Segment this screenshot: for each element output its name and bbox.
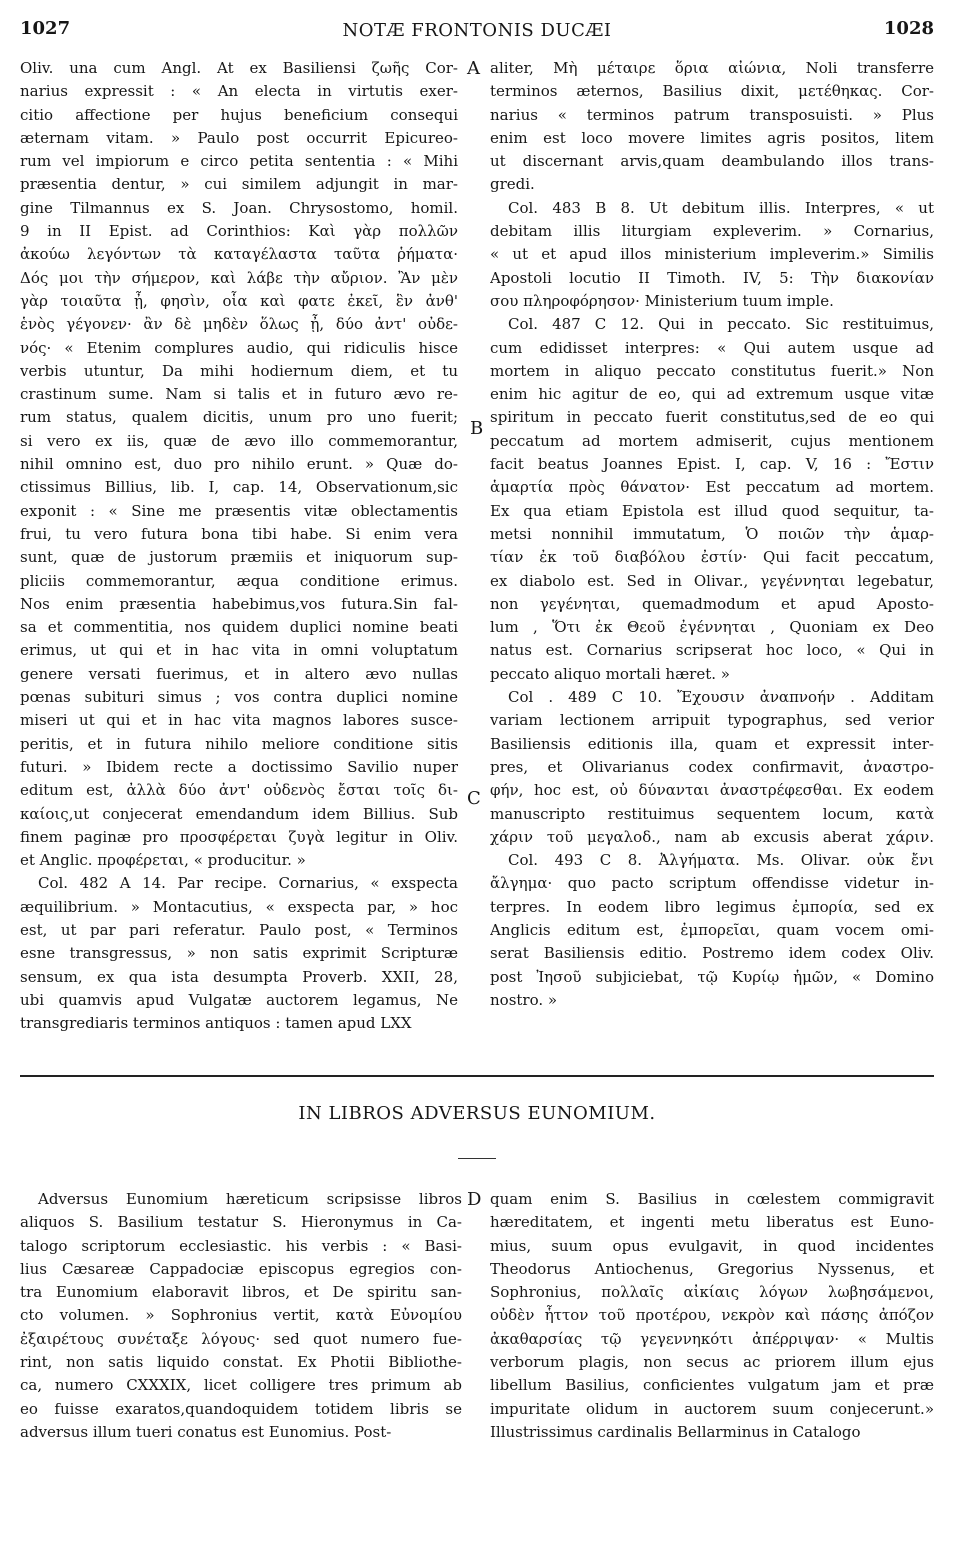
text-line: spiritum in peccato fuerit constitutus,sed de eo qui <box>490 408 934 427</box>
left-page-number: 1027 <box>20 18 71 39</box>
text-line: adversus illum tueri conatus est Eunomius. Post- <box>20 1422 392 1441</box>
text-line: narius expressit : « An electa in virtutis exer- <box>20 82 458 101</box>
text-line: miseri ut qui et in hac vita magnos labores susce- <box>20 711 458 730</box>
text-line: æternam vitam. » Paulo post occurrit Epicureo- <box>20 128 458 147</box>
text-line: Theodorus Antiochenus, Gregorius Nyssenus, et <box>490 1259 934 1278</box>
text-line: Col. 493 C 8. Ἀλγήματα. Ms. Olivar. οὐκ ἔνι <box>508 851 934 870</box>
text-line: Basiliensis editionis illa, quam et expressit inter- <box>490 734 934 753</box>
text-line: cum edidisset interpres: « Qui autem usque ad <box>490 338 934 357</box>
text-line: futuri. » Ibidem recte a doctissimo Savilio nuper <box>20 757 458 776</box>
text-line: finem paginæ pro προσφέρεται ζυγὰ legitur in Oliv. <box>20 827 458 846</box>
text-line: transgrediaris terminos antiquos : tamen apud LXX <box>20 1014 412 1033</box>
text-line: Anglicis editum est, ἐμπορεῖαι, quam vocem omi- <box>490 920 934 939</box>
text-line: editum est, ἀλλὰ δύο ἀντ' οὐδενὸς ἔσται τοῖς δι- <box>20 781 458 800</box>
text-line: post Ἰησοῦ subjiciebat, τῷ Κυρίῳ ἡμῶν, « Domino <box>490 967 934 986</box>
text-line: talogo scriptorum ecclesiastic. his verbis : « Basi- <box>20 1236 462 1255</box>
text-line: καίοις,ut conjecerat emendandum idem Billius. Sub <box>20 804 458 823</box>
text-line: τίαν ἐκ τοῦ διαβόλου ἐστίν· Qui facit peccatum, <box>490 548 934 567</box>
text-line: peccato aliquo mortali hæret. » <box>490 664 730 683</box>
text-line: tra Eunomium elaboravit libros, et De spiritu san- <box>20 1283 462 1302</box>
text-line: rum status, qualem dicitis, unum pro uno fuerit; <box>20 408 458 427</box>
text-line: ctissimus Billius, lib. I, cap. 14, Observationum,sic <box>20 478 458 497</box>
text-line: æquilibrium. » Montacutius, « exspecta par, » hoc <box>20 897 458 916</box>
text-line: χάριν τοῦ μεγαλοδ., nam ab excusis aberat χάριν. <box>490 827 934 846</box>
text-line: Sophronius, πολλαῖς αἰκίαις λόγων λωβησάμενοι, <box>490 1283 934 1302</box>
text-line: gine Tilmannus ex S. Joan. Chrysostomo, homil. <box>20 198 458 217</box>
text-line: Col . 489 C 10. Ἔχουσιν ἀναπνοήν . Additam <box>508 688 934 707</box>
text-line: aliter, Μὴ μέταιρε ὅρια αἰώνια, Noli transferre <box>490 59 934 77</box>
text-line: præsentia dentur, » cui similem adjungit in mar- <box>20 175 458 194</box>
text-line: ca, numero CXXXIX, licet colligere tres primum ab <box>20 1376 462 1395</box>
text-line: crastinum sume. Nam si talis et in futuro ævo re- <box>20 385 458 404</box>
text-line: Apostoli locutio II Timoth. IV, 5: Τὴν διακονίαν <box>490 268 934 287</box>
text-line: non γεγένηται, quemadmodum et apud Aposto- <box>490 594 934 613</box>
text-line: φήν, hoc est, οὐ δύνανται ἀναστρέφεσθαι. Ex eodem <box>490 781 934 800</box>
text-line: pliciis commemorantur, æqua conditione erimus. <box>20 571 458 590</box>
text-line: enim hic agitur de eo, qui ad extremum usque vitæ <box>490 385 934 404</box>
text-line: libellum Basilius, conficientes vulgatum jam et præ <box>490 1376 934 1395</box>
text-line: erimus, ut qui et in hac vita in omni voluptatum <box>20 641 458 660</box>
text-line: Adversus Eunomium hæreticum scripsisse libros <box>38 1190 462 1208</box>
text-line: verborum plagis, non secus ac priorem illum ejus <box>490 1353 934 1372</box>
text-line: cto volumen. » Sophronius vertit, κατὰ Εὐνομίου <box>20 1306 462 1325</box>
text-line: sa et commentitia, nos quidem duplici nomine beati <box>20 618 458 637</box>
text-line: Δός μοι τὴν σήμερον, καὶ λάβε τὴν αὔριον. Ἂν μὲν <box>20 268 458 287</box>
text-line: lum , Ὅτι ἐκ Θεοῦ ἐγέννηται , Quoniam ex Deo <box>490 618 934 637</box>
text-line: et Anglic. προφέρεται, « producitur. » <box>20 851 306 870</box>
right-page-number: 1028 <box>883 18 934 39</box>
text-line: frui, tu vero futura bona tibi habe. Si enim vera <box>20 524 458 543</box>
text-line: verbis utuntur, Da mihi hodiernum diem, et tu <box>20 361 458 380</box>
section-rule <box>20 1075 934 1077</box>
marker-c: C <box>467 788 481 809</box>
text-line: aliquos S. Basilium testatur S. Hieronymus in Ca- <box>20 1213 462 1232</box>
marker-d: D <box>467 1189 482 1210</box>
text-line: γὰρ τοιαῦτα ᾖ, φησὶν, οἷα καὶ φατε ἐκεῖ, ἓν ἀνθ' <box>20 291 458 310</box>
text-line: οὐδὲν ἧττον τοῦ προτέρου, νεκρὸν καὶ πάσης ἀπόζον <box>490 1306 934 1325</box>
text-line: mius, suum opus evulgavit, in quod incidentes <box>490 1236 934 1255</box>
section-dash <box>458 1158 496 1159</box>
text-line: Col. 482 A 14. Par recipe. Cornarius, « exspecta <box>38 874 458 893</box>
text-line: Col. 487 C 12. Qui in peccato. Sic restituimus, <box>508 315 934 334</box>
text-line: narius « terminos patrum transposuisti. » Plus <box>490 105 934 124</box>
text-line: rint, non satis liquido constat. Ex Photii Bibliothe- <box>20 1353 462 1372</box>
text-line: citio affectione per hujus beneficium consequi <box>20 105 458 124</box>
text-line: enim est loco movere limites agris positos, litem <box>490 128 934 147</box>
text-line: ubi quamvis apud Vulgatæ auctorem legamus, Ne <box>20 990 458 1009</box>
text-line: Illustrissimus cardinalis Bellarminus in Catalogo <box>490 1422 861 1441</box>
text-line: metsi nonnihil immutatum, Ὁ ποιῶν τὴν ἁμαρ- <box>490 524 934 543</box>
text-line: si vero ex iis, quæ de ævo illo commemorantur, <box>20 431 458 450</box>
text-line: impuritate olidum in auctorem suum conjecerunt.» <box>490 1399 934 1418</box>
text-line: terminos æternos, Basilius dixit, μετέθηκας. Cor- <box>490 82 934 101</box>
text-line: nihil omnino est, duo pro nihilo erunt. » Quæ do- <box>20 455 458 474</box>
text-line: sunt, quæ de justorum præmiis et iniquorum sup- <box>20 548 458 567</box>
text-line: esne transgressus, » non satis exprimit Scripturæ <box>20 944 458 963</box>
text-line: ἀκούω λεγόντων τὰ καταγέλαστα ταῦτα ῥήματα· <box>20 245 458 264</box>
text-line: gredi. <box>490 175 535 194</box>
text-line: nostro. » <box>490 990 558 1009</box>
text-line: σου πληροφόρησον· Ministerium tuum imple. <box>490 291 834 310</box>
text-line: Ex qua etiam Epistola est illud quod sequitur, ta- <box>490 501 934 520</box>
text-line: debitam illis liturgiam expleverim. » Cornarius, <box>490 222 934 241</box>
text-line: pres, et Olivarianus codex confirmavit, ἀναστρο- <box>490 757 934 776</box>
text-line: genere versati fuerimus, et in altero ævo nullas <box>20 664 458 683</box>
text-line: lius Cæsareæ Cappadociæ episcopus egregios con- <box>20 1259 462 1278</box>
text-line: exponit : « Sine me præsentis vitæ oblectamentis <box>20 501 458 520</box>
text-line: pœnas subituri simus ; vos contra duplici nomine <box>20 688 458 707</box>
bottom-left-column <box>20 1188 462 1444</box>
right-column <box>490 57 934 1012</box>
text-line: facit beatus Joannes Epist. I, cap. V, 16 : Ἔστιν <box>490 455 934 474</box>
marker-b: B <box>470 418 484 439</box>
text-line: ἄλγημα· quo pacto scriptum offendisse videtur in- <box>490 874 934 893</box>
text-line: rum vel impiorum e circo petita sententia : « Mihi <box>20 152 458 171</box>
text-line: serat Basiliensis editio. Postremo idem codex Oliv. <box>490 944 934 963</box>
marker-a: A <box>467 58 480 79</box>
text-line: peccatum ad mortem admiserit, cujus mentionem <box>490 431 934 450</box>
text-line: natus est. Cornarius scripserat hoc loco, « Qui in <box>490 641 934 660</box>
text-line: sensum, ex qua ista desumpta Proverb. XXII, 28, <box>20 967 458 986</box>
text-line: variam lectionem arripuit typographus, sed verior <box>490 711 934 730</box>
text-line: eo fuisse exaratos,quandoquidem totidem libris se <box>20 1399 462 1418</box>
text-line: peritis, et in futura nihilo meliore conditione sitis <box>20 734 458 753</box>
text-line: « ut et apud illos ministerium impleverim.» Similis <box>490 245 934 264</box>
text-line: νός· « Etenim complures audio, qui ridiculis hisce <box>20 338 458 357</box>
text-line: quam enim S. Basilius in cœlestem commigravit <box>490 1190 934 1208</box>
left-column <box>20 57 458 1035</box>
text-line: est, ut par pari referatur. Paulo post, « Terminos <box>20 920 458 939</box>
text-line: Col. 483 B 8. Ut debitum illis. Interpres, « ut <box>508 198 934 217</box>
text-line: terpres. In eodem libro legimus ἐμπορία, sed ex <box>490 897 934 916</box>
text-line: ἑνὸς γέγονεν· ἂν δὲ μηδὲν ὅλως ᾖ, δύο ἀντ' οὐδε- <box>20 315 458 334</box>
text-line: manuscripto restituimus sequentem locum, κατὰ <box>490 804 934 823</box>
text-line: Nos enim præsentia habebimus,vos futura.Sin fal- <box>20 594 458 613</box>
text-line: ex diabolo est. Sed in Olivar., γεγέννηται legebatur, <box>490 571 934 590</box>
text-line: ἀκαθαρσίας τῷ γεγεννηκότι ἀπέρριψαν· « Multis <box>490 1329 934 1348</box>
running-title: NOTÆ FRONTONIS DUCÆI <box>342 20 612 41</box>
text-line: ut discernant arvis,quam deambulando illos trans- <box>490 152 934 171</box>
bottom-right-column <box>490 1188 934 1444</box>
text-line: 9 in II Epist. ad Corinthios: Καὶ γὰρ πολλῶν <box>20 222 458 241</box>
text-line: hæreditatem, et ingenti metu liberatus est Euno- <box>490 1213 934 1232</box>
section-title: IN LIBROS ADVERSUS EUNOMIUM. <box>298 1103 656 1124</box>
text-line: ἁμαρτία πρὸς θάνατον· Est peccatum ad mortem. <box>490 478 934 497</box>
text-line: mortem in aliquo peccato constitutus fuerit.» Non <box>490 361 934 380</box>
text-line: ἐξαιρέτους συνέταξε λόγους· sed quot numero fue- <box>20 1329 462 1348</box>
text-line: Oliv. una cum Angl. At ex Basiliensi ζωῆς Cor- <box>20 59 458 77</box>
